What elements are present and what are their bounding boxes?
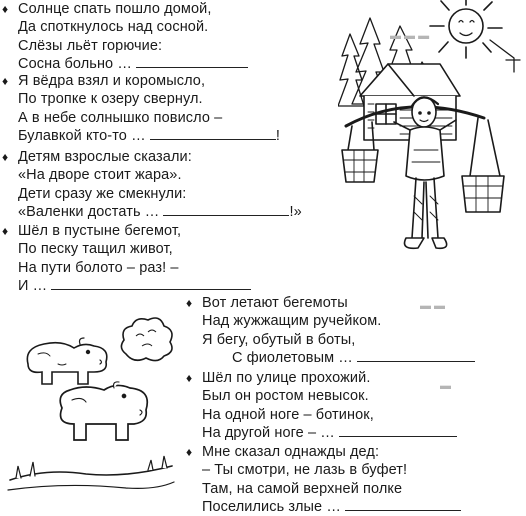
poem-line: Мне сказал однажды дед: [202,444,380,460]
answer-blank[interactable] [345,498,461,511]
diamond-bullet-icon: ♦ [2,224,9,238]
poem-line: Шёл в пустыне бегемот, [18,223,182,239]
poem-line: И … [18,277,48,294]
poem-line: На другой ноге – … [202,424,335,441]
poem-buckets: ♦ Я вёдра взял и коромысло, По тропке к озеру свернул. А в небе солнышко повисло – Булавкой кто-то … ! [2,73,280,144]
poem-line: Булавкой кто-то … [18,127,146,144]
poem-line: «На дворе стоит жара». [18,167,182,184]
poem-line: Дети сразу же смекнули: [18,185,187,202]
poem-line: Над жужжащим ручейком. [202,313,382,330]
poem-line: Там, на самой верхней полке [202,480,403,497]
poem-line: По тропке к озеру свернул. [18,91,203,108]
poem-line: Вот летают бегемоты [202,295,348,311]
poem-line: Я вёдра взял и коромысло, [18,73,206,89]
poem-line: Солнце спать пошло домой, [18,1,212,17]
poem-line: Был он ростом невысок. [202,388,369,405]
poem-line: Сосна больно … [18,55,132,72]
boy-with-buckets-scene [338,0,524,270]
poem-line: Детям взрослые сказали: [18,149,192,165]
poem-line: «Валенки достать … [18,203,160,220]
poem-grandpa [186,443,461,516]
poem-line: Да споткнулось над сосной. [18,19,209,36]
house-icon [360,64,460,140]
answer-blank[interactable] [339,424,457,437]
hippo-large-icon [6,378,176,500]
poem-line: А в небе солнышко повисло – [18,109,223,126]
poem-hippo-desert [2,222,251,295]
poem-line: Шёл по улице прохожий. [202,370,371,386]
poem-line: По песку тащил живот, [18,241,173,258]
poem-line: Слёзы льёт горючие: [18,37,163,54]
poem-passerby [186,369,457,442]
diamond-bullet-icon: ♦ [2,74,9,88]
diamond-bullet-icon: ♦ [186,445,193,459]
bleed-through-mark: ▬ ▬ [420,300,446,312]
bleed-through-mark: ▬ ▬ ▬ [390,30,430,42]
poem-children: ♦ Детям взрослые сказали: «На дворе стоит жара». Дети сразу же смекнули: «Валенки достать … !» [2,149,302,220]
cloud-icon [118,314,176,364]
sun-icon [430,0,520,72]
bucket-icon [462,118,504,212]
poem-line: На одной ноге – ботинок, [202,406,374,423]
poem-sun [2,0,248,73]
diamond-bullet-icon: ♦ [186,371,193,385]
poem-line: Поселились злые … [202,498,341,515]
answer-blank[interactable] [150,127,276,140]
poem-line: – Ты смотри, не лазь в буфет! [202,462,408,479]
poem-line: С фиолетовым … [232,349,353,366]
answer-blank[interactable] [136,55,248,68]
answer-blank[interactable] [51,277,251,290]
answer-blank[interactable] [163,203,289,216]
diamond-bullet-icon: ♦ [2,2,9,16]
diamond-bullet-icon: ♦ [2,150,9,164]
poem-line: Я бегу, обутый в боты, [202,331,356,348]
bleed-through-mark: ▬ [440,380,451,392]
bucket-icon [342,122,378,182]
answer-blank[interactable] [357,349,475,362]
poem-line: На пути болото – раз! – [18,259,179,276]
diamond-bullet-icon: ♦ [186,296,193,310]
